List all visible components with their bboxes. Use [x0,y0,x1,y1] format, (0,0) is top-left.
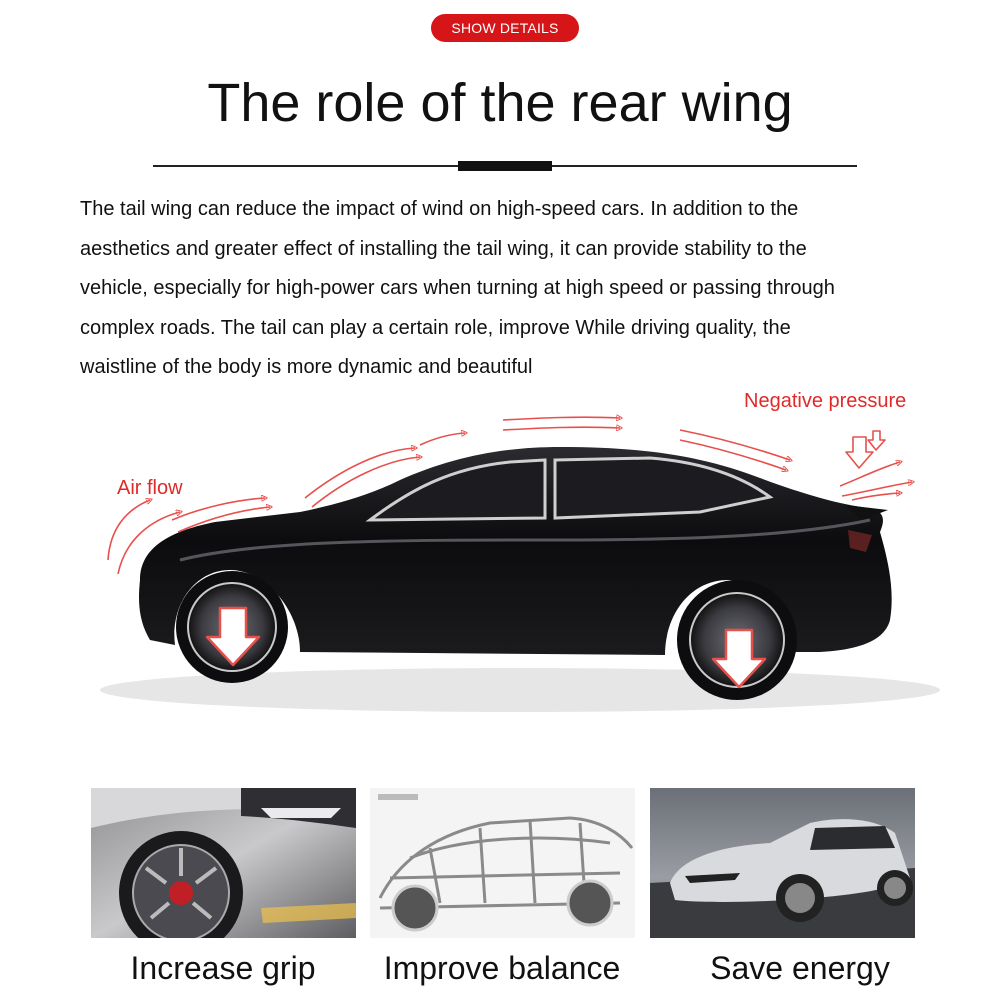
airflow-arrow [852,493,900,500]
air-flow-label: Air flow [117,477,183,499]
feature-image-grip [91,788,356,938]
show-details-badge: SHOW DETAILS [431,14,579,42]
airflow-arrow [680,430,790,460]
feature-caption-grip: Increase grip [130,950,316,986]
description-line: waistline of the body is more dynamic and beautiful [80,356,533,378]
airflow-arrow [503,417,620,420]
airflow-arrow [842,482,912,496]
description-line: The tail wing can reduce the impact of wind on high-speed cars. In addition to the [80,198,799,220]
page-title: The role of the rear wing [207,73,793,133]
car-front-view-icon [650,788,915,938]
airflow-arrow [420,433,465,445]
feature-image-balance [370,788,635,938]
feature-image-energy [650,788,915,938]
pressure-arrow [868,431,885,450]
description-line: complex roads. The tail can play a certain role, improve While driving quality, the [80,316,791,339]
airflow-arrow [840,462,900,486]
car-airflow-diagram [90,395,970,730]
title-divider-accent [458,161,552,171]
feature-caption-balance: Improve balance [383,950,621,986]
description-line: aesthetics and greater effect of installing the tail wing, it can provide stability to the [80,237,807,260]
negative-pressure-arrows [846,431,885,468]
car-body-frame-icon [370,788,635,938]
description-text [80,190,960,388]
car-wheel-closeup-icon [91,788,356,938]
negative-pressure-label: Negative pressure [744,390,907,412]
feature-caption-energy: Save energy [710,950,890,986]
description-line: vehicle, especially for high-power cars when turning at high speed or passing through [80,277,835,299]
airflow-arrow [503,427,620,430]
